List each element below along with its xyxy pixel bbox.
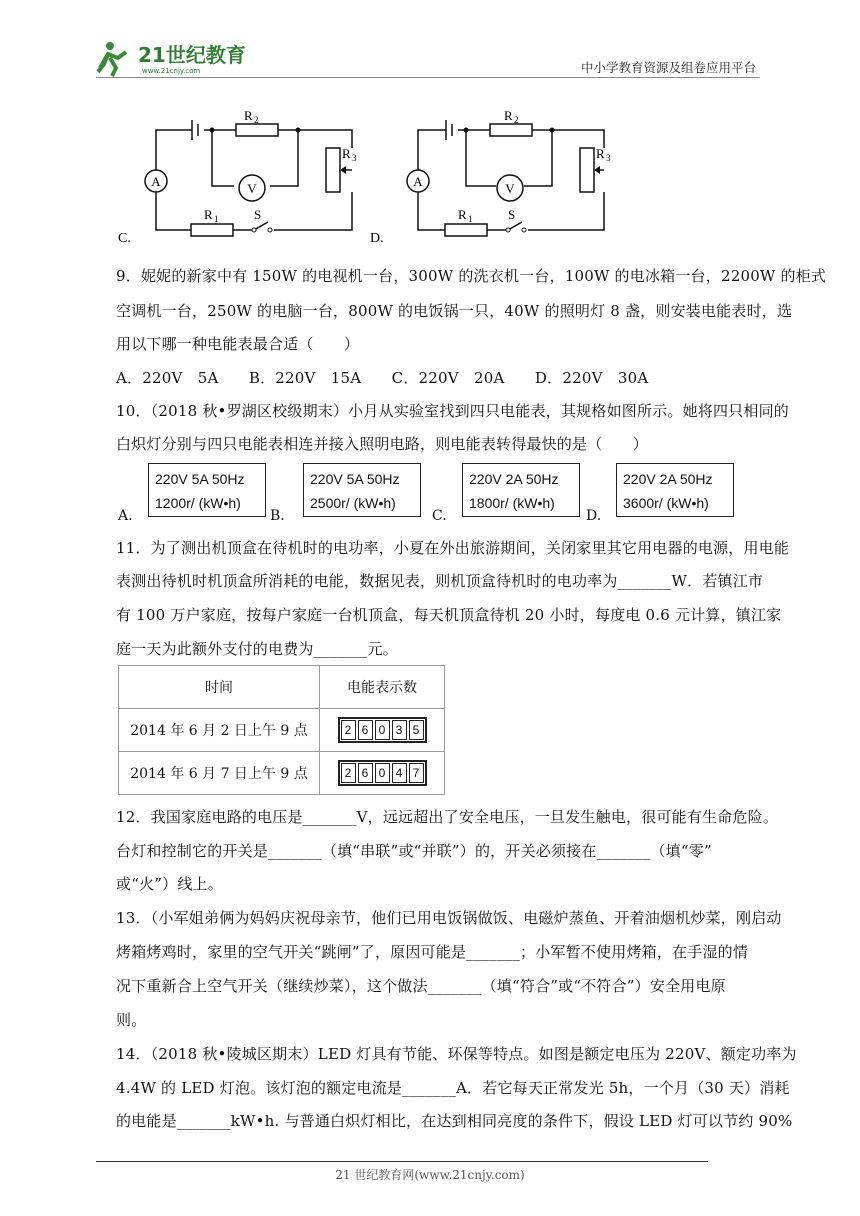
svg-text:R: R bbox=[458, 207, 467, 222]
q14-line-3: 的电能是_______kW•h. 与普通白炽灯相比，在达到相同亮度的条件下，假设 LED 灯可以节约 90% bbox=[116, 1112, 793, 1130]
meter-c bbox=[462, 463, 580, 517]
meter-d-label: D. bbox=[586, 508, 602, 524]
q9-line-2: 空调机一台，250W 的电脑一台，800W 的电饭锅一只，40W 的照明灯 8 盏，则安装电能表时，选 bbox=[116, 302, 793, 320]
option-c-label: C. bbox=[118, 231, 131, 246]
meter-digits: 2 6 0 4 7 bbox=[338, 760, 427, 786]
svg-text:2: 2 bbox=[254, 115, 259, 125]
circuit-diagram-c bbox=[116, 104, 376, 249]
svg-text:3: 3 bbox=[352, 153, 357, 163]
q13-line-4: 则。 bbox=[116, 1011, 147, 1029]
svg-text:2: 2 bbox=[514, 115, 519, 125]
q11-line-1: 11．为了测出机顶盒在待机时的电功率，小夏在外出旅游期间，关闭家里其它用电器的电源，用电能 bbox=[116, 539, 790, 557]
meter-rate: 1200r/ (kW•h) bbox=[155, 495, 241, 511]
meter-b bbox=[303, 463, 421, 517]
meter-rate: 1800r/ (kW•h) bbox=[469, 495, 555, 511]
svg-text:R: R bbox=[342, 146, 351, 161]
option-d-label: D. bbox=[370, 231, 384, 246]
q11-line-4: 庭一天为此额外支付的电费为_______元。 bbox=[116, 640, 398, 658]
q10-line-2: 白炽灯分别与四只电能表相连并接入照明电路，则电能表转得最快的是（ ） bbox=[116, 435, 649, 453]
svg-text:1: 1 bbox=[468, 214, 473, 224]
logo bbox=[96, 38, 266, 78]
q14-line-2: 4.4W 的 LED 灯泡。该灯泡的额定电流是_______A．若它每天正常发光 5h，一个月（30 天）消耗 bbox=[116, 1079, 790, 1097]
svg-text:R: R bbox=[204, 207, 213, 222]
q14-line-1: 14．（2018 秋•陵城区期末）LED 灯具有节能、环保等特点。如图是额定电压为 220V、额定功率为 bbox=[116, 1045, 797, 1063]
meter-b-label: B. bbox=[270, 508, 285, 524]
q13-line-1: 13．（小军姐弟俩为妈妈庆祝母亲节，他们已用电饭锅做饭、电磁炉蒸鱼、开着油烟机炒菜，刚启动 bbox=[116, 909, 782, 927]
svg-text:V: V bbox=[505, 181, 515, 196]
footer-text: 21 世纪教育网(www.21cnjy.com) bbox=[335, 1168, 525, 1182]
meter-d bbox=[616, 463, 734, 517]
meter-spec: 220V 2A 50Hz bbox=[469, 471, 559, 487]
table-header-reading: 电能表示数 bbox=[320, 666, 445, 709]
runner-logo-icon bbox=[96, 38, 266, 78]
q9-options: A．220V 5A B．220V 15A C．220V 20A D．220V 30A bbox=[116, 369, 649, 387]
table-cell-time: 2014 年 6 月 2 日上午 9 点 bbox=[119, 709, 320, 752]
meter-spec: 220V 5A 50Hz bbox=[155, 471, 245, 487]
circuit-diagram-d bbox=[370, 104, 630, 249]
q9-line-1: 9．妮妮的新家中有 150W 的电视机一台，300W 的洗衣机一台，100W 的电冰箱一台，2200W 的柜式 bbox=[116, 267, 827, 285]
table-header-time: 时间 bbox=[119, 666, 320, 709]
svg-text:3: 3 bbox=[606, 153, 611, 163]
svg-text:R: R bbox=[244, 108, 253, 123]
meter-spec: 220V 5A 50Hz bbox=[310, 471, 400, 487]
svg-text:21世纪教育: 21世纪教育 bbox=[138, 43, 246, 67]
table-cell-reading bbox=[320, 709, 445, 752]
ammeter-label: A bbox=[151, 174, 161, 189]
q9-line-3: 用以下哪一种电能表最合适（ ） bbox=[116, 335, 360, 353]
svg-text:S: S bbox=[254, 207, 262, 222]
q13-line-3: 况下重新合上空气开关（继续炒菜），这个做法_______（填“符合”或“不符合”）安全用电原 bbox=[116, 977, 726, 995]
q12-line-3: 或“火”）线上。 bbox=[116, 875, 223, 893]
svg-text:R: R bbox=[596, 146, 605, 161]
svg-text:S: S bbox=[508, 207, 516, 222]
meter-spec: 220V 2A 50Hz bbox=[623, 471, 713, 487]
svg-text:www.21cnjy.com: www.21cnjy.com bbox=[142, 67, 201, 75]
footer-divider bbox=[96, 1161, 708, 1162]
q10-line-1: 10．（2018 秋•罗湖区校级期末）小月从实验室找到四只电能表，其规格如图所示。她将四只相同的 bbox=[116, 402, 789, 420]
q11-line-2: 表测出待机时机顶盒所消耗的电能，数据见表，则机顶盒待机时的电功率为_______W．若镇江市 bbox=[116, 572, 764, 590]
table-cell-time: 2014 年 6 月 7 日上午 9 点 bbox=[119, 752, 320, 795]
header-divider bbox=[96, 77, 760, 78]
table-cell-reading bbox=[320, 752, 445, 795]
table-row bbox=[119, 709, 445, 752]
meter-digits: 2 6 0 3 5 bbox=[338, 717, 427, 743]
header-platform-text: 中小学教育资源及组卷应用平台 bbox=[580, 60, 756, 75]
meter-rate: 2500r/ (kW•h) bbox=[310, 495, 396, 511]
voltmeter-label: V bbox=[247, 181, 257, 196]
q13-line-2: 烤箱烤鸡时，家里的空气开关“跳闸”了，原因可能是_______；小军暂不使用烤箱，在手湿的情 bbox=[116, 943, 749, 961]
meter-a bbox=[148, 463, 266, 517]
meter-c-label: C. bbox=[432, 508, 447, 524]
svg-text:1: 1 bbox=[214, 214, 219, 224]
table-row bbox=[119, 752, 445, 795]
q12-line-2: 台灯和控制它的开关是_______（填“串联”或“并联”）的，开关必须接在_______（填“零” bbox=[116, 842, 712, 860]
meter-rate: 3600r/ (kW•h) bbox=[623, 495, 709, 511]
meter-a-label: A. bbox=[118, 508, 133, 524]
meter-reading-table bbox=[118, 665, 445, 795]
q11-line-3: 有 100 万户家庭，按每户家庭一台机顶盒，每天机顶盒待机 20 小时，每度电 0.6 元计算，镇江家 bbox=[116, 606, 782, 624]
svg-text:R: R bbox=[504, 108, 513, 123]
q12-line-1: 12．我国家庭电路的电压是_______V，远远超出了安全电压，一旦发生触电，很可能有生命危险。 bbox=[116, 808, 779, 826]
svg-text:A: A bbox=[413, 174, 423, 189]
